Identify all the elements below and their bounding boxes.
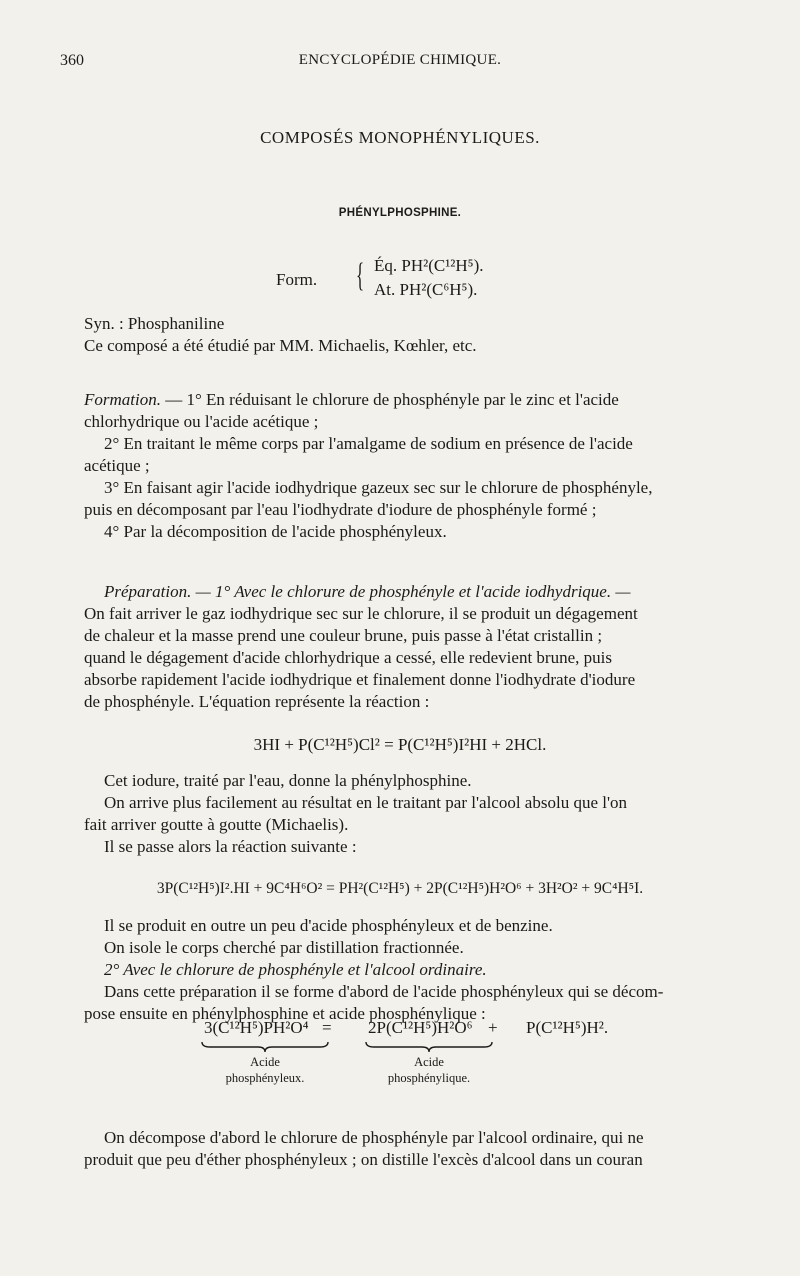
preparation-line: pose ensuite en phénylphosphine et acide phosphénylique : [84,1004,486,1023]
formula-label: Form. [276,270,318,289]
formation-line: — 1° En réduisant le chlorure de phosphényle par le zinc et l'acide [165,390,619,409]
preparation-line: Il se passe alors la réaction suivante : [104,837,357,856]
preparation-continued [84,770,736,858]
preparation-line: Dans cette préparation il se forme d'abord de l'acide phosphényleux qui se décom- [104,982,664,1001]
preparation-line: Cet iodure, traité par l'eau, donne la phénylphosphine. [104,771,472,790]
formation-heading: Formation. [84,390,161,409]
studied-line: Ce composé a été étudié par MM. Michaelis, Kœhler, etc. [84,336,477,355]
closing-paragraph [84,1127,736,1171]
preparation-line: On isole le corps cherché par distillation fractionnée. [104,938,464,957]
formation-section [84,389,736,543]
formula-equivalent: Éq. PH²(C¹²H⁵). [374,256,484,275]
preparation-line: de chaleur et la masse prend une couleur brune, puis passe à l'état cristallin ; [84,626,603,645]
reaction-plus: + [488,1018,498,1037]
preparation-line: On fait arriver le gaz iodhydrique sec sur le chlorure, il se produit un dégagement [84,604,638,623]
reaction-middle: 2P(C¹²H⁵)H²O⁶ [368,1018,473,1037]
preparation-section [84,581,736,713]
label-phosphenyleux: Acide phosphényleux. [225,1055,305,1085]
preparation-notes [84,915,736,1025]
second-method-heading: 2° Avec le chlorure de phosphényle et l'alcool ordinaire. [104,960,487,979]
equation-2: 3P(C¹²H⁵)I².HI + 9C⁴H⁶O² = PH²(C¹²H⁵) + 2P(C¹²H⁵)H²O⁶ + 3H²O² + 9C⁴H⁵I. [156,880,644,897]
reaction-right: P(C¹²H⁵)H². [526,1018,609,1037]
preparation-line: On décompose d'abord le chlorure de phosphényle par l'alcool ordinaire, qui ne [104,1128,644,1147]
reaction-left: 3(C¹²H⁵)PH²O⁴ [204,1018,309,1037]
page-header [60,52,740,74]
preparation-line: On arrive plus facilement au résultat en le traitant par l'alcool absolu que l'on [104,793,628,812]
brace-symbol: { [356,257,365,294]
preparation-line: produit que peu d'éther phosphényleux ; on distille l'excès d'alcool dans un couran [84,1150,643,1169]
equation-1: 3HI + P(C¹²H⁵)Cl² = P(C¹²H⁵)I²HI + 2HCl. [253,735,547,754]
synonym-line: Syn. : Phosphaniline [84,314,225,333]
compound-title: PHÉNYLPHOSPHINE. [338,207,462,219]
formation-line: 3° En faisant agir l'acide iodhydrique gazeux sec sur le chlorure de phosphényle, [104,478,653,497]
underbrace-left [200,1040,330,1054]
page-number: 360 [60,52,84,69]
reaction-equals: = [322,1018,332,1037]
preparation-line: absorbe rapidement l'acide iodhydrique et finalement donne l'iodhydrate d'iodure [84,670,636,689]
formula-atomic: At. PH²(C⁶H⁵). [374,280,478,299]
label-phosphenylique: Acide phosphénylique. [387,1055,471,1085]
synonym-block [84,313,736,357]
formation-line: puis en décomposant par l'eau l'iodhydrate d'iodure de phosphényle formé ; [84,500,597,519]
section-title: COMPOSÉS MONOPHÉNYLIQUES. [260,128,540,147]
formation-line: acétique ; [84,456,150,475]
preparation-subheading: — 1° Avec le chlorure de phosphényle et l'acide iodhydrique. — [195,582,631,601]
preparation-line: fait arriver goutte à goutte (Michaelis). [84,815,349,834]
preparation-line: quand le dégagement d'acide chlorhydrique a cessé, elle redevient brune, puis [84,648,612,667]
running-title: ENCYCLOPÉDIE CHIMIQUE. [298,52,502,68]
formation-line: 4° Par la décomposition de l'acide phosphényleux. [104,522,447,541]
formula-block [276,254,576,304]
formation-line: 2° En traitant le même corps par l'amalgame de sodium en présence de l'acide [104,434,633,453]
reaction-3 [150,1018,710,1108]
formation-line: chlorhydrique ou l'acide acétique ; [84,412,319,431]
preparation-line: Il se produit en outre un peu d'acide phosphényleux et de benzine. [104,916,553,935]
preparation-heading: Préparation. [104,582,192,601]
preparation-line: de phosphényle. L'équation représente la réaction : [84,692,430,711]
underbrace-middle [364,1040,494,1054]
